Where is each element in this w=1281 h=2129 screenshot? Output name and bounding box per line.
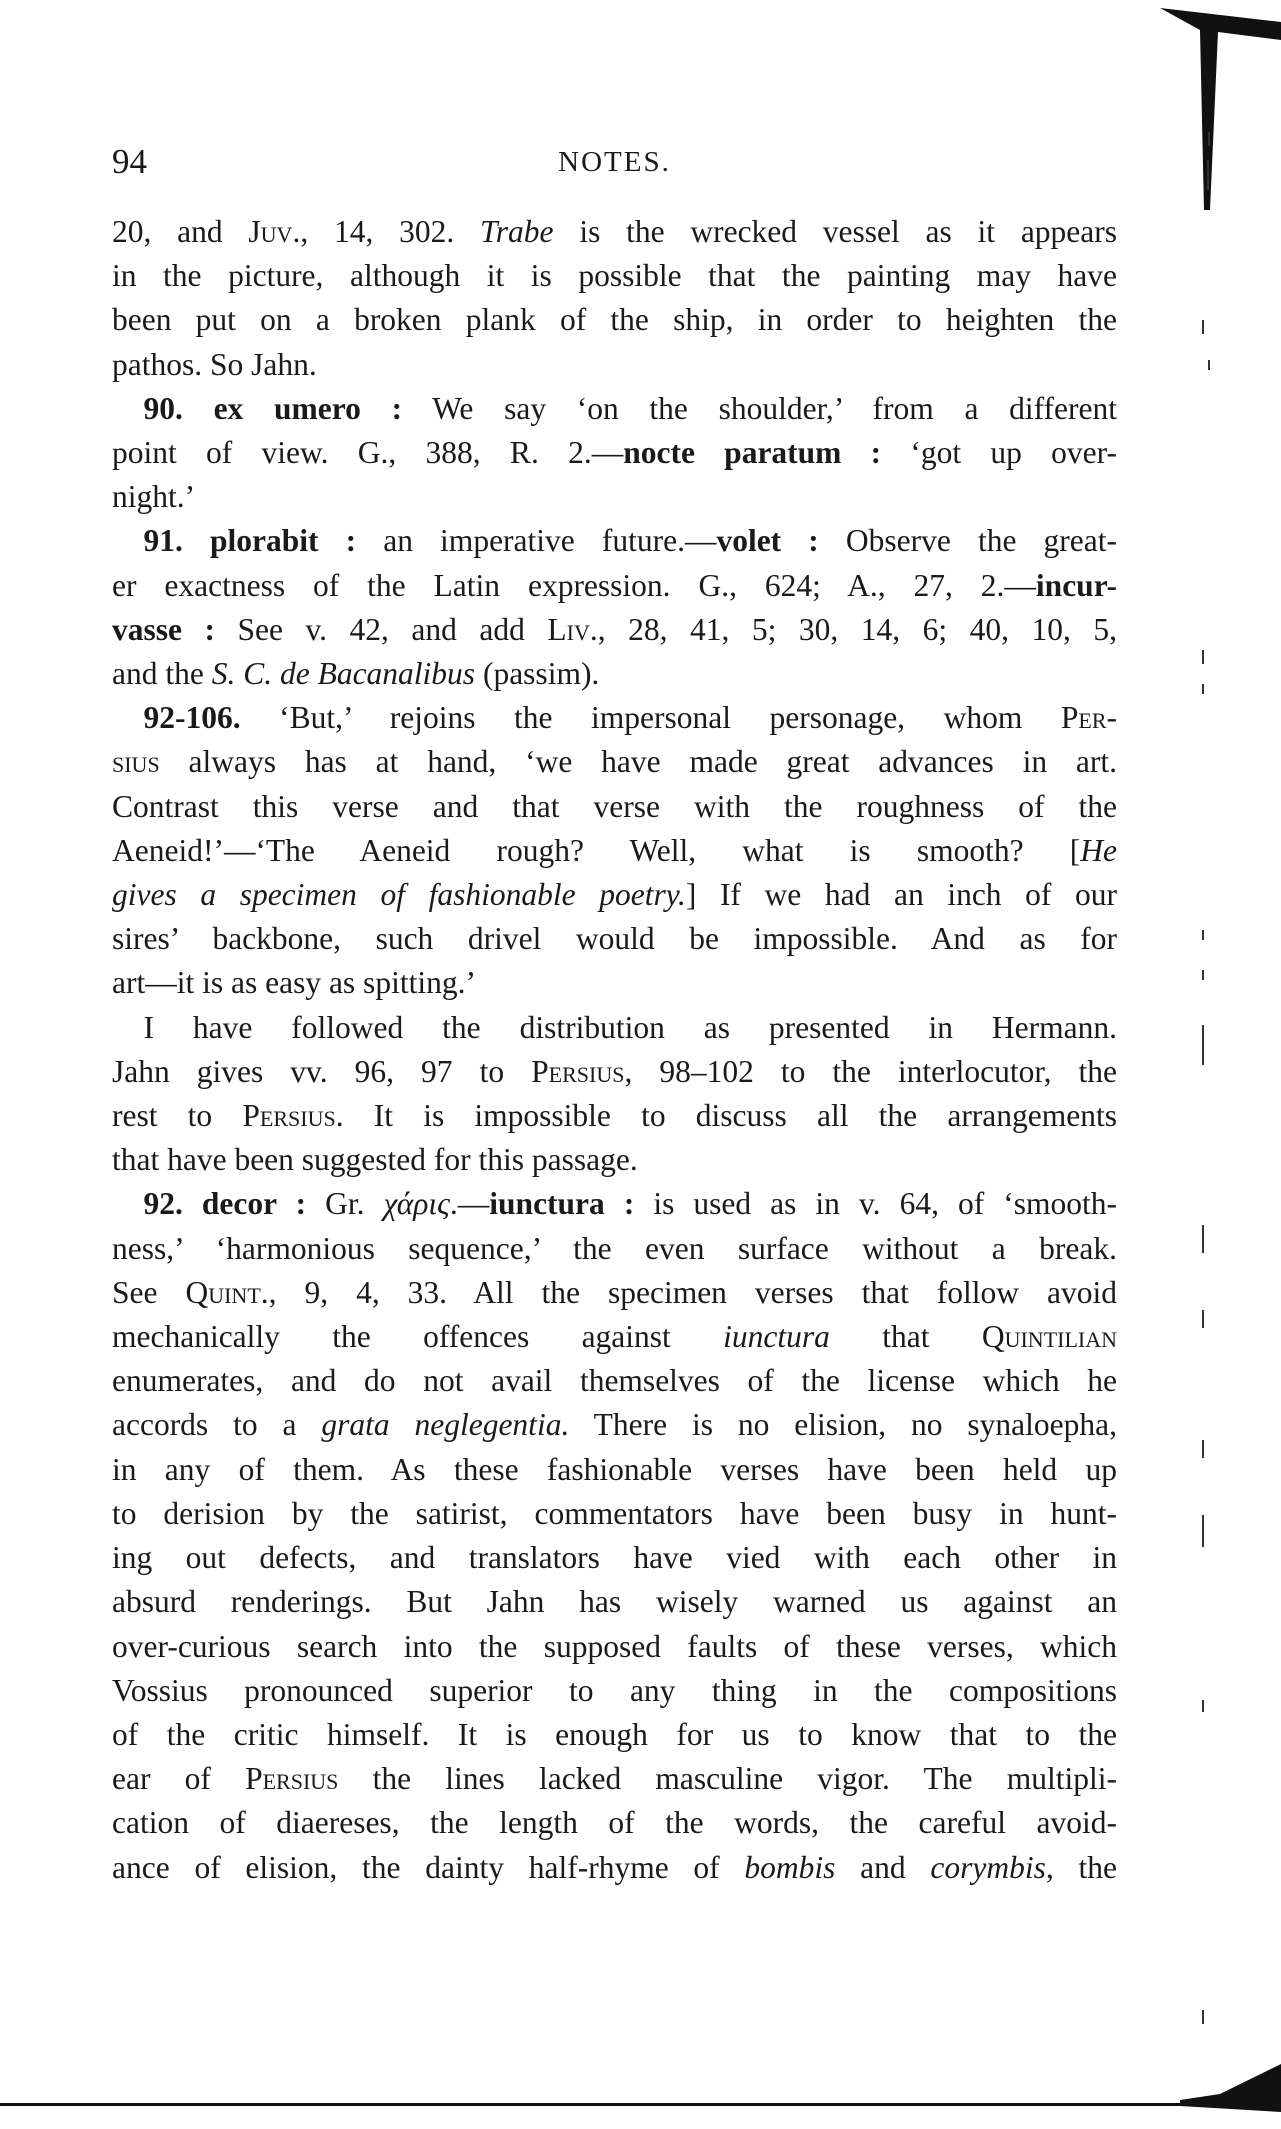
text-line: in any of them. As these fashionable verses have been held up — [112, 1451, 1117, 1487]
speck — [1202, 2010, 1204, 2024]
note-paragraph — [112, 519, 1117, 696]
text-line: night.’ — [112, 479, 196, 515]
text-line: that have been suggested for this passage. — [112, 1142, 638, 1178]
text-line: ance of elision, the dainty half-rhyme of bombis and corymbis, the — [112, 1849, 1118, 1885]
text-line: 91. plorabit : an imperative future.—volet : Observe the great- — [143, 523, 1117, 559]
text-line: accords to a grata neglegentia. There is no elision, no synaloepha, — [112, 1407, 1117, 1443]
text-line: sires’ backbone, such drivel would be impossible. And as for — [112, 921, 1117, 957]
lemma: volet : — [716, 523, 819, 559]
lemma: 91. plorabit : — [143, 523, 357, 559]
speck — [1202, 1515, 1204, 1547]
speck — [1208, 132, 1210, 146]
text-line: art—it is as easy as spitting.’ — [112, 965, 476, 1001]
speck — [1208, 360, 1210, 370]
lemma: nocte paratum : — [623, 435, 882, 471]
text-line: absurd renderings. But Jahn has wisely warned us against an — [112, 1584, 1117, 1620]
lemma: iunctura : — [489, 1186, 635, 1222]
text-line: Aeneid!’—‘The Aeneid rough? Well, what is smooth? [He — [112, 832, 1117, 868]
text-line: point of view. G., 388, R. 2.—nocte paratum : ‘got up over- — [112, 435, 1117, 471]
note-paragraph — [112, 1182, 1117, 1889]
text-line: 92-106. ‘But,’ rejoins the impersonal personage, whom Per- — [143, 700, 1117, 736]
speck — [1202, 1025, 1204, 1065]
speck — [1202, 1225, 1204, 1253]
running-head — [112, 142, 1117, 192]
speck — [1202, 684, 1204, 694]
text-line: Jahn gives vv. 96, 97 to Persius, 98–102 to the interlocutor, the — [112, 1053, 1118, 1089]
speck — [1202, 650, 1204, 664]
text-line: ness,’ ‘harmonious sequence,’ the even surface without a break. — [112, 1230, 1117, 1266]
note-paragraph — [112, 696, 1117, 1005]
text-line: in the picture, although it is possible that the painting may have — [112, 258, 1117, 294]
note-paragraph — [112, 1006, 1117, 1183]
text-line: I have followed the distribution as presented in Hermann. — [143, 1009, 1117, 1045]
note-paragraph — [112, 387, 1117, 520]
text-line: to derision by the satirist, commentators have been busy in hunt- — [112, 1495, 1117, 1531]
text-line: er exactness of the Latin expression. G., 624; A., 27, 2.—incur- — [112, 567, 1117, 603]
text-line: gives a specimen of fashionable poetry.] If we had an inch of our — [112, 877, 1118, 913]
text-line: over-curious search into the supposed faults of these verses, which — [112, 1628, 1117, 1664]
text-line: been put on a broken plank of the ship, in order to heighten the — [112, 302, 1117, 338]
page-title: NOTES. — [558, 146, 671, 178]
text-line: sius always has at hand, ‘we have made great advances in art. — [112, 744, 1117, 780]
text-line: 92. decor : Gr. χάρις.—iunctura : is used as in v. 64, of ‘smooth- — [143, 1186, 1117, 1222]
lemma: 92. decor : — [143, 1186, 307, 1222]
text-line: rest to Persius. It is impossible to discuss all the arrangements — [112, 1098, 1118, 1134]
text-line: mechanically the offences against iunctura that Quintilian — [112, 1319, 1117, 1355]
note-paragraph — [112, 210, 1117, 387]
speck — [1202, 1700, 1204, 1712]
page-edge-line — [0, 2103, 1281, 2106]
text-line: 90. ex umero : We say ‘on the shoulder,’ from a different — [143, 390, 1117, 426]
page-number: 94 — [112, 142, 147, 181]
lemma: 90. ex umero : — [143, 390, 403, 426]
text-line: enumerates, and do not avail themselves of the license which he — [112, 1363, 1117, 1399]
speck — [1202, 320, 1204, 334]
text-line: vasse : See v. 42, and add Liv., 28, 41, 5; 30, 14, 6; 40, 10, 5, — [112, 611, 1117, 647]
speck — [1202, 1310, 1204, 1328]
text-line: See Quint., 9, 4, 33. All the specimen verses that follow avoid — [112, 1274, 1118, 1310]
text-line: cation of diaereses, the length of the words, the careful avoid- — [112, 1805, 1117, 1841]
lemma: 92-106. — [143, 700, 241, 736]
speck — [1207, 160, 1209, 190]
notes-text — [112, 210, 1117, 1890]
speck — [1202, 930, 1204, 940]
text-line: ear of Persius the lines lacked masculine vigor. The multipli- — [112, 1761, 1117, 1797]
text-line: Contrast this verse and that verse with the roughness of the — [112, 788, 1117, 824]
text-line: and the S. C. de Bacanalibus (passim). — [112, 656, 600, 692]
speck — [1202, 970, 1204, 980]
lemma: vasse : — [112, 611, 215, 647]
text-line: of the critic himself. It is enough for us to know that to the — [112, 1716, 1117, 1752]
text-line: ing out defects, and translators have vied with each other in — [112, 1540, 1117, 1576]
margin-specks — [1190, 120, 1230, 2020]
text-line: 20, and Juv., 14, 302. Trabe is the wrecked vessel as it appears — [112, 214, 1118, 249]
lemma: incur- — [1035, 567, 1117, 603]
text-line: Vossius pronounced superior to any thing in the compositions — [112, 1672, 1117, 1708]
text-line: pathos. So Jahn. — [112, 346, 317, 382]
speck — [1202, 1440, 1204, 1458]
